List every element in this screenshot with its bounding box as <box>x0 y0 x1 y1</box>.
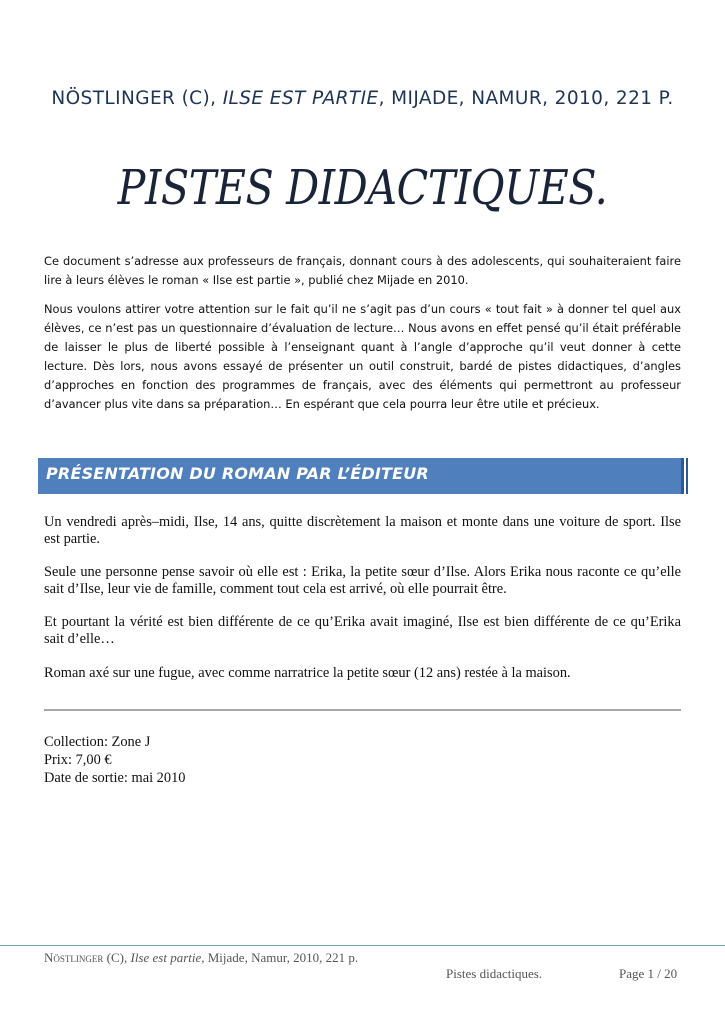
synopsis-paragraph-2: Seule une personne pense savoir où elle est : Erika, la petite sœur d’Ilse. Alors Erika nous raconte ce qu’elle sait d’Ilse, leur vie de famille, comment tout cela est arrivé, où elle pourrait être. <box>44 564 681 597</box>
header-author: NÖSTLINGER (C), <box>51 88 223 109</box>
intro-paragraph-1: Ce document s’adresse aux professeurs de français, donnant cours à des adolescents, qui souhaiteraient faire lire à leurs élèves le roman « Ilse est partie », publié chez Mijade en 2010. <box>44 254 681 287</box>
synopsis-paragraph-3: Et pourtant la vérité est bien différente de ce qu’Erika avait imaginé, Ilse est bien différente de ce qu’Erika sait d’elle… <box>44 614 681 647</box>
section-title: PRÉSENTATION DU ROMAN PAR L’ÉDITEUR <box>46 464 429 483</box>
footer-author-suffix: (C), <box>103 950 131 965</box>
footer-book-title: Ilse est partie <box>130 950 202 965</box>
price-line: Prix: 7,00 € <box>44 752 112 768</box>
footer-reference <box>44 950 358 966</box>
page-number: Page 1 / 20 <box>619 966 678 981</box>
document-header <box>0 88 725 109</box>
footer-author: Nöstlinger <box>44 950 104 965</box>
footer-label: Pistes didactiques. <box>446 966 543 981</box>
footer-divider <box>0 945 725 946</box>
header-publisher: , MIJADE, NAMUR, 2010, 221 P. <box>378 88 674 109</box>
release-date-line: Date de sortie: mai 2010 <box>44 770 186 786</box>
section-divider <box>44 709 681 711</box>
intro-paragraph-2: Nous voulons attirer votre attention sur le fait qu’il ne s’agit pas d’un cours « tout fait » à donner tel quel aux élèves, ce n’est pas un questionnaire d’évaluation de lecture… Nous avons en effet pensé qu’il était préférable de laisser le plus de liberté possible à l’enseignant quant à l’angle d’approche qu’il veut donner à cette lecture. Dès lors, nous avons essayé de présenter un outil construit, bardé de pistes didactiques, d’angles d’approches en fonction des programmes de français, avec des éléments qui permettront au professeur d’avancer plus vite dans sa préparation… En espérant que cela pourra leur être utile et précieux. <box>44 302 681 411</box>
header-book-title: ILSE EST PARTIE <box>222 88 379 109</box>
book-details <box>44 733 185 787</box>
synopsis-paragraph-4: Roman axé sur une fugue, avec comme narratrice la petite sœur (12 ans) restée à la maison. <box>44 665 571 681</box>
footer-publisher: , Mijade, Namur, 2010, 221 p. <box>201 950 359 965</box>
page-title: PISTES DIDACTIQUES. <box>117 160 608 216</box>
section-heading-bar <box>38 458 684 494</box>
synopsis-paragraph-1: Un vendredi après–midi, Ilse, 14 ans, quitte discrètement la maison et monte dans une voiture de sport. Ilse est partie. <box>44 514 681 547</box>
collection-line: Collection: Zone J <box>44 734 151 750</box>
